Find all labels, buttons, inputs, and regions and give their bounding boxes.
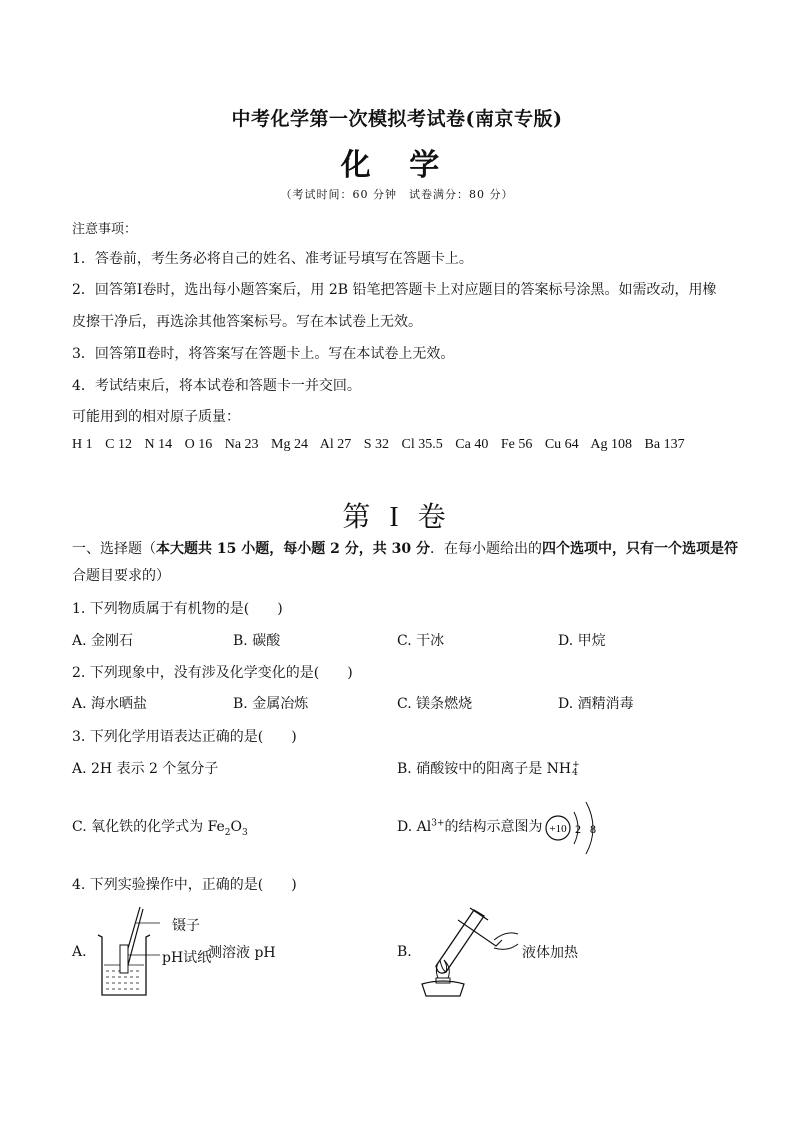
atomic-mass: O 16 [184, 437, 213, 452]
question-stem: 3. 下列化学用语表达正确的是( ) [72, 729, 297, 745]
note-item: 2．回答第Ⅰ卷时，选出每小题答案后，用 2B 铅笔把答题卡上对应题目的答案标号涂黑。如需改动，用橡 [72, 282, 717, 298]
option-b-letter: B. [397, 944, 412, 960]
atomic-mass-list [72, 437, 694, 453]
option-b: B. 金属冶炼 [233, 696, 309, 712]
option-c: C. 干冰 [397, 633, 445, 649]
liquid-heating-illustration [414, 900, 522, 1000]
atomic-mass: H 1 [72, 437, 93, 452]
section-rule-mid: ．在每小题给出的 [429, 541, 542, 557]
option-b [397, 758, 580, 778]
atomic-mass-title: 可能用到的相对原子质量： [72, 409, 240, 425]
atomic-mass: Cl 35.5 [401, 437, 443, 452]
ph-paper [120, 945, 128, 973]
atomic-mass: C 12 [105, 437, 132, 452]
option-a-letter: A. [72, 944, 87, 960]
option-d-text: D. Al [397, 819, 432, 835]
atom-structure-diagram [538, 796, 608, 860]
option-b: B. 碳酸 [233, 633, 281, 649]
option-a: A. 海水晒盐 [72, 696, 148, 712]
option-d-tail: 的结构示意图为 [444, 819, 543, 835]
note-item: 1．答卷前，考生务必将自己的姓名、准考证号填写在答题卡上。 [72, 251, 473, 267]
count-subscript: 4 [572, 768, 578, 778]
option-a-caption: 测溶液 pH [208, 945, 276, 961]
option-a: A. 2H 表示 2 个氢分子 [72, 761, 219, 777]
atomic-mass: Al 27 [319, 437, 352, 452]
ph-paper-label: pH试纸 [162, 950, 212, 966]
atomic-mass: Na 23 [224, 437, 259, 452]
option-c: C. 镁条燃烧 [397, 696, 473, 712]
option-d: D. 甲烷 [558, 633, 606, 649]
charge-superscript: 3+ [431, 818, 445, 829]
tube-mouth [470, 908, 488, 920]
atomic-mass: Fe 56 [500, 437, 533, 452]
option-c [72, 816, 248, 838]
hand-outline [494, 933, 518, 940]
question-stem: 2. 下列现象中，没有涉及化学变化的是( ) [72, 665, 353, 681]
section-heading-cont: 合题目要求的） [72, 568, 170, 584]
question-stem: 1. 下列物质属于有机物的是( ) [72, 601, 283, 617]
question-stem: 4. 下列实验操作中，正确的是( ) [72, 877, 297, 893]
atomic-mass: Ca 40 [455, 437, 489, 452]
option-c-text: C. 氧化铁的化学式为 Fe [72, 819, 225, 835]
section-rule-bold: 四个选项中，只有一个选项是符 [541, 541, 738, 557]
section-rule-bold: 本大题共 15 小题，每小题 2 分，共 30 分 [156, 541, 430, 557]
tweezers-label: 镊子 [172, 918, 200, 934]
note-item: 皮擦干净后，再选涂其他答案标号。写在本试卷上无效。 [72, 314, 422, 330]
electron-count: 8 [590, 822, 596, 836]
test-tube [436, 910, 484, 973]
volume-title: 第 I 卷 [342, 502, 452, 533]
formula-part: O [230, 819, 243, 835]
tweezers-arm [127, 909, 143, 969]
option-a: A. 金刚石 [72, 633, 134, 649]
option-d [397, 816, 543, 836]
atomic-mass: Cu 64 [544, 437, 579, 452]
notes-title: 注意事项： [72, 222, 138, 237]
note-item: 3．回答第Ⅱ卷时，将答案写在答题卡上。写在本试卷上无效。 [72, 346, 455, 362]
subscript: 2 [224, 827, 231, 838]
section-heading [72, 538, 738, 558]
option-b-caption: 液体加热 [522, 945, 578, 961]
test-tube-holder [458, 920, 502, 946]
atomic-mass: Mg 24 [271, 437, 308, 452]
option-d: D. 酒精消毒 [558, 696, 634, 712]
exam-info: （考试时间：60 分钟 试卷满分：80 分） [280, 188, 514, 201]
electron-count: 2 [575, 822, 581, 836]
note-item: 4．考试结束后，将本试卷和答题卡一并交回。 [72, 378, 361, 394]
atomic-mass: Ag 108 [590, 437, 633, 452]
option-b-text: B. 硝酸铵中的阳离子是 NH [397, 761, 572, 777]
subscript: 3 [242, 827, 248, 838]
charge-superscript: + [572, 760, 580, 770]
atomic-mass: N 14 [144, 437, 173, 452]
section-prefix: 一、选择题（ [72, 541, 156, 557]
exam-title: 中考化学第一次模拟考试卷(南京专版) [231, 108, 563, 130]
atomic-mass: S 32 [363, 437, 390, 452]
atomic-mass: Ba 137 [644, 437, 685, 452]
subject-title: 化 学 [340, 148, 454, 183]
nucleus-charge: +10 [549, 823, 567, 835]
